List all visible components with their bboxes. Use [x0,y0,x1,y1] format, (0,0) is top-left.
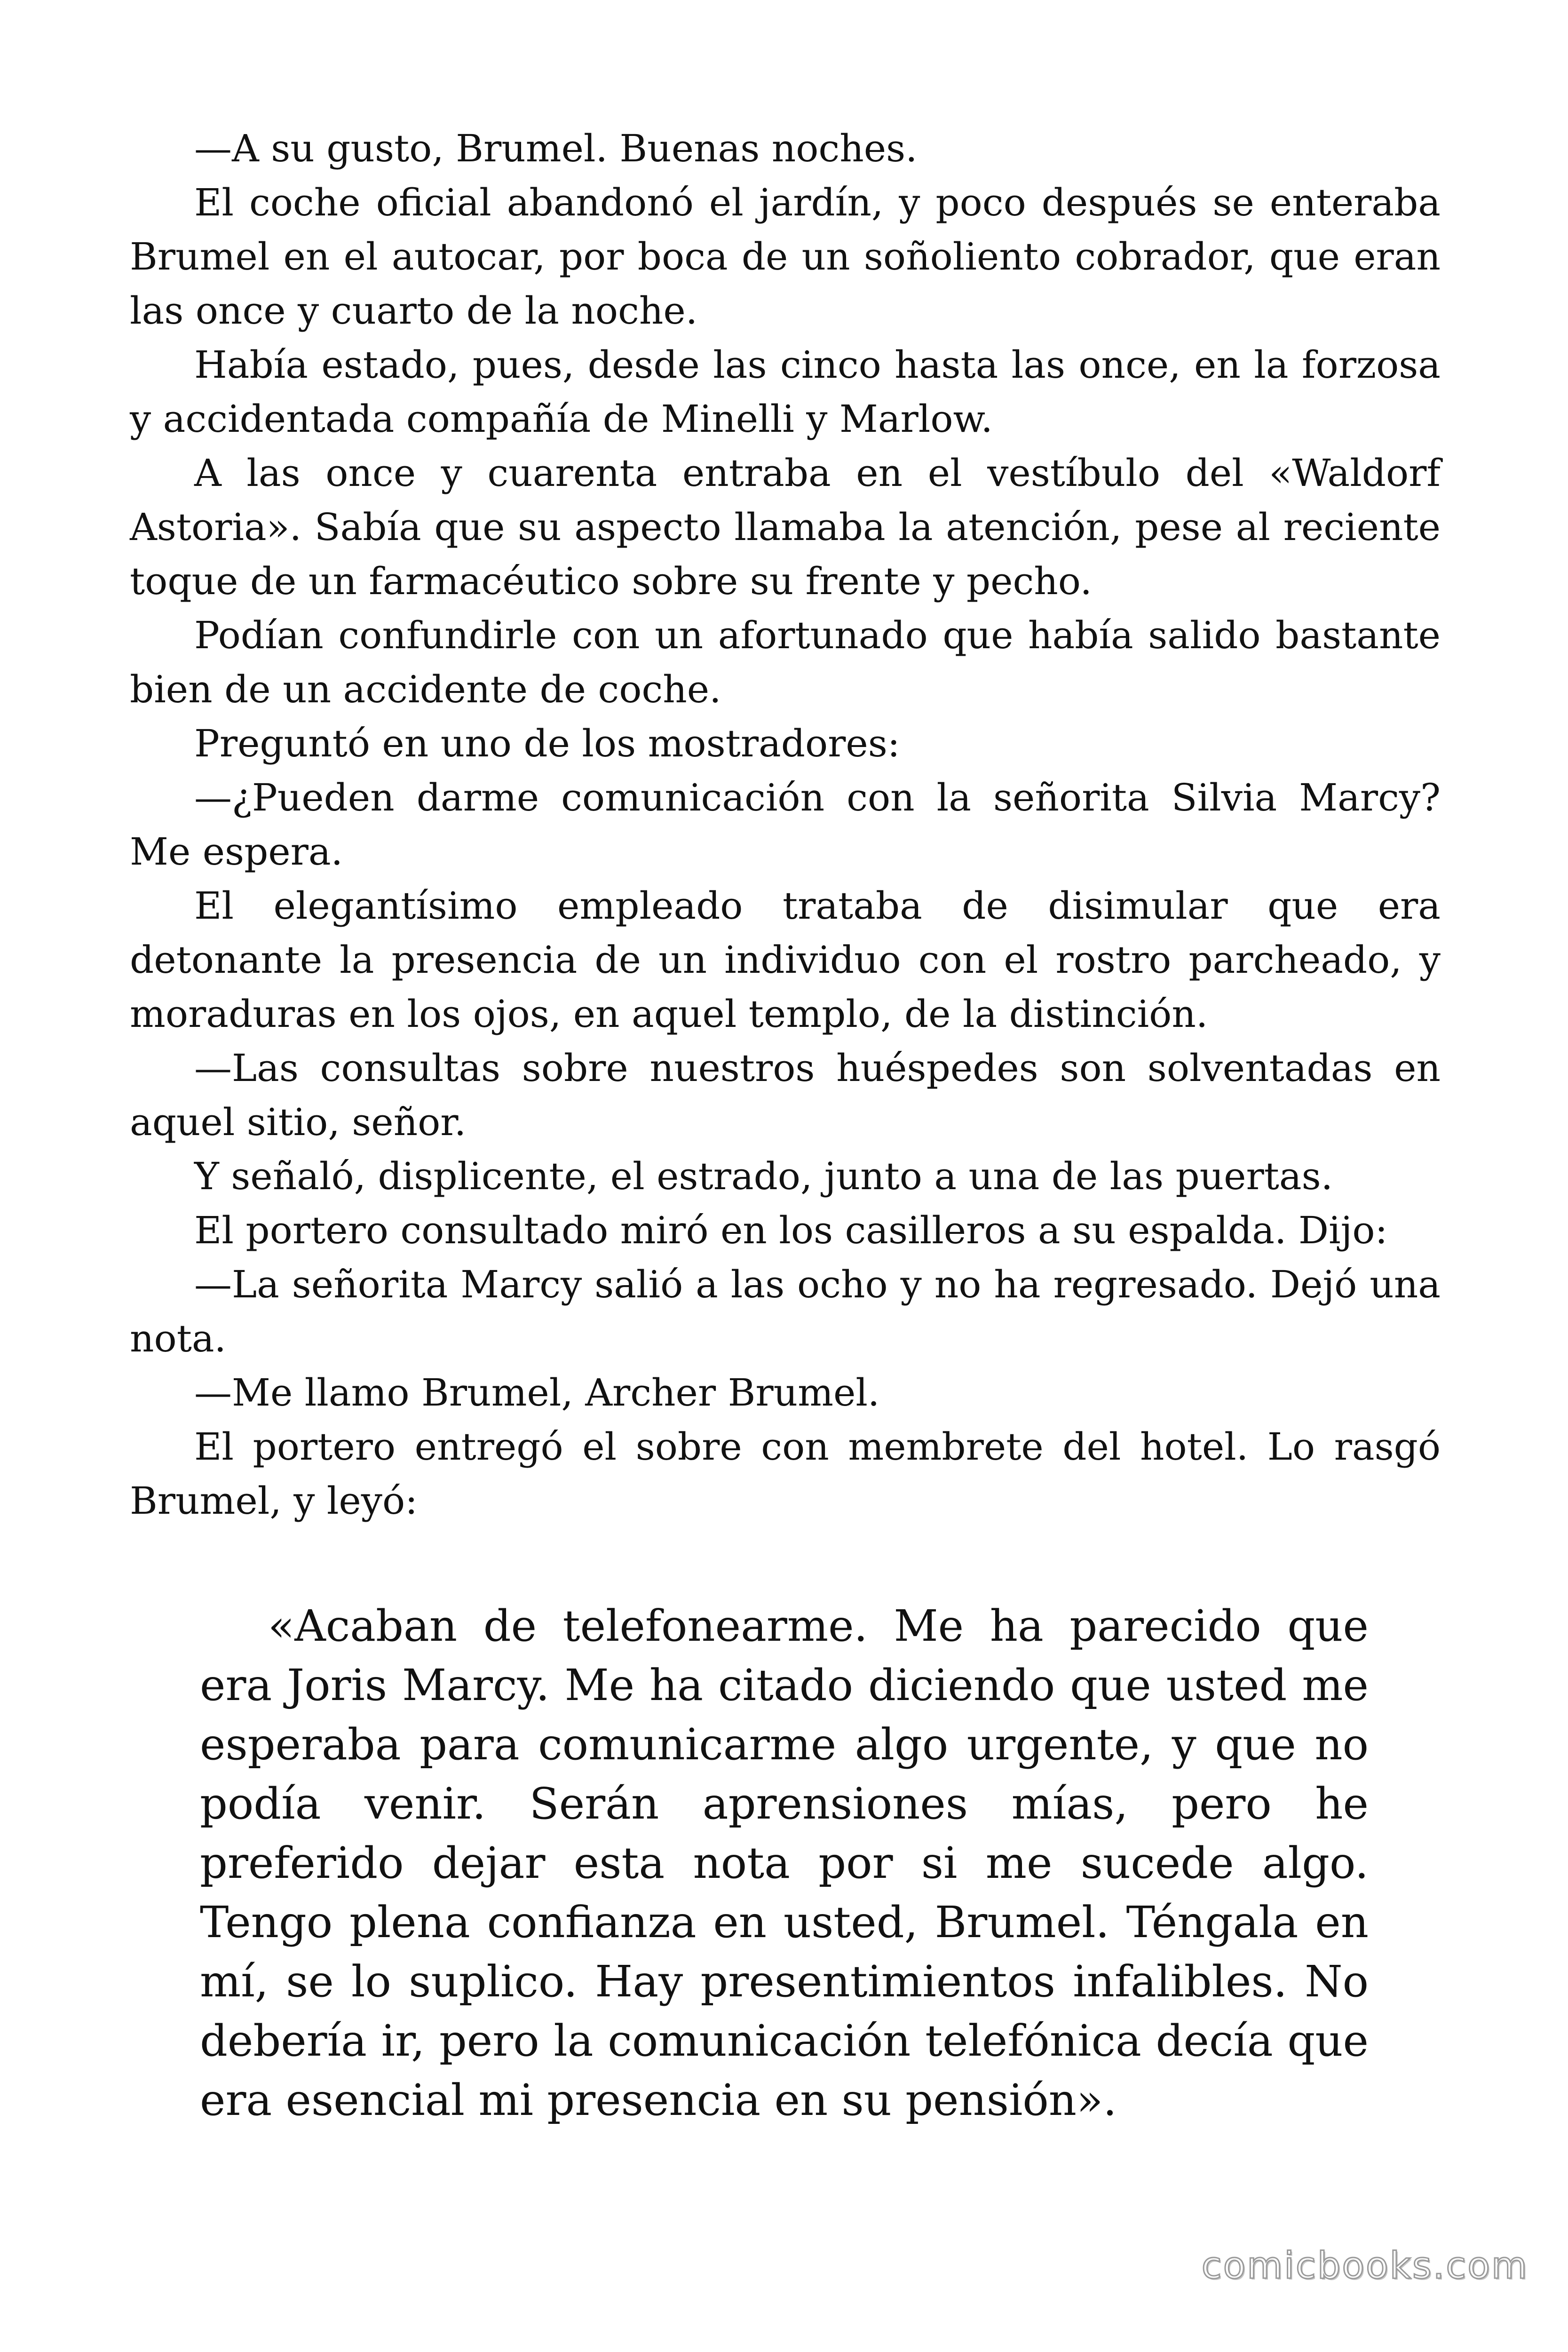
paragraph: Preguntó en uno de los mostradores: [194,722,900,765]
letter-text: «Acaban de telefonearme. Me ha parecido que era Joris Marcy. Me ha citado diciendo que usted me esperaba para comunicarme algo urgente, y que no podía venir. Serán aprensiones mías, pero he preferido dejar esta nota por si me sucede algo. Tengo plena confianza en usted, Brumel. Téngala en mí, se lo suplico. Hay presentimientos infalibles. No debería ir, pero la comunicación telefónica decía que era esencial mi presencia en su pensión». [200,1601,1369,2125]
paragraph: El elegantísimo empleado trataba de disimular que era detonante la presencia de un individuo con el rostro parcheado, y moraduras en los ojos, en aquel templo, de la distinción. [130,884,1441,1036]
paragraph: A las once y cuarenta entraba en el vestíbulo del «Waldorf Astoria». Sabía que su aspecto llamaba la atención, pese al reciente toque de un farmacéutico sobre su frente y pecho. [130,451,1441,603]
paragraph: —La señorita Marcy salió a las ocho y no ha regresado. Dejó una nota. [130,1263,1441,1360]
paragraph: Y señaló, displicente, el estrado, junto a una de las puertas. [194,1154,1333,1198]
paragraph: Había estado, pues, desde las cinco hasta las once, en la forzosa y accidentada compañía de Minelli y Marlow. [130,343,1441,441]
paragraph: —¿Pueden darme comunicación con la señorita Silvia Marcy? Me espera. [130,776,1441,874]
paragraph: —Las consultas sobre nuestros huéspedes son solventadas en aquel sitio, señor. [130,1046,1441,1144]
paragraph: —A su gusto, Brumel. Buenas noches. [194,127,918,170]
letter-quote [200,1597,1369,2130]
paragraph: El coche oficial abandonó el jardín, y poco después se enteraba Brumel en el autocar, por boca de un soñoliento cobrador, que eran las once y cuarto de la noche. [130,181,1441,333]
paragraph: —Me llamo Brumel, Archer Brumel. [194,1371,880,1414]
paragraph: El portero entregó el sobre con membrete del hotel. Lo rasgó Brumel, y leyó: [130,1425,1441,1523]
paragraph: El portero consultado miró en los casilleros a su espalda. Dijo: [194,1208,1388,1252]
watermark: comicbooks.com [1201,2245,1528,2287]
paragraph: Podían confundirle con un afortunado que había salido bastante bien de un accidente de coche. [130,613,1441,711]
body-text [130,121,1441,1528]
